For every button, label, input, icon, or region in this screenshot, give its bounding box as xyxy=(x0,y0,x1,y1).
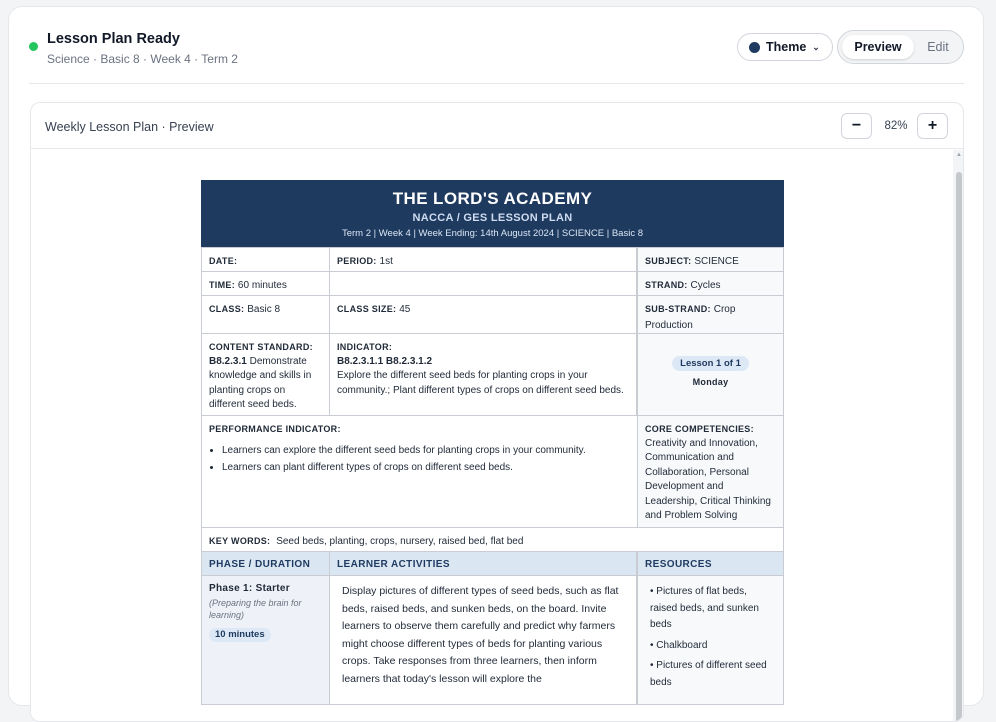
plan-meta: Term 2 | Week 4 | Week Ending: 14th August 2024 | SCIENCE | Basic 8 xyxy=(341,228,643,239)
key-words-value: Seed beds, planting, crops, nursery, raised bed, flat bed xyxy=(276,536,524,547)
performance-indicator-label: PERFORMANCE INDICATOR: xyxy=(209,424,341,434)
zoom-out-button[interactable]: − xyxy=(841,113,872,139)
chevron-down-icon: ⌄ xyxy=(812,41,820,52)
theme-color-icon xyxy=(749,42,760,53)
resource-item: • Pictures of flat beds, raised beds, and sunken beds xyxy=(650,586,759,630)
phase-note: (Preparing the brain for learning) xyxy=(209,597,302,620)
zoom-level: 82% xyxy=(884,120,908,132)
scrollbar[interactable] xyxy=(953,150,964,722)
empty-cell xyxy=(329,271,637,296)
phase-name: Phase 1: Starter xyxy=(209,583,290,594)
preview-canvas xyxy=(31,150,964,722)
period-value: 1st xyxy=(379,256,393,267)
subject-cell xyxy=(637,247,784,272)
preview-panel xyxy=(30,102,964,722)
resources-header: RESOURCES xyxy=(637,551,784,576)
status-dot-icon xyxy=(29,42,38,51)
core-competencies-cell xyxy=(637,415,784,528)
content-standard-text: Demonstrate knowledge and skills in planting crops on different seed beds. xyxy=(209,355,312,410)
activities-header: LEARNER ACTIVITIES xyxy=(329,551,637,576)
header xyxy=(9,7,985,85)
lesson-plan-document xyxy=(201,180,784,700)
scrollbar-thumb[interactable] xyxy=(956,172,962,722)
time-label: TIME: xyxy=(209,280,235,290)
sub-strand-value: Crop Production xyxy=(645,304,736,331)
list-item: • Learners can explore the different seed beds for planting crops in your community. xyxy=(222,442,630,460)
performance-indicator-list xyxy=(209,442,630,477)
subject-label: SUBJECT: xyxy=(645,256,692,266)
activities-cell xyxy=(329,575,637,705)
theme-label: Theme xyxy=(766,40,807,54)
subject-value: SCIENCE xyxy=(694,256,739,267)
content-standard-cell xyxy=(201,333,330,416)
class-size-label: CLASS SIZE: xyxy=(337,304,397,314)
class-size-cell xyxy=(329,295,637,334)
date-label: DATE: xyxy=(209,256,238,266)
time-value: 60 minutes xyxy=(237,280,287,291)
indicator-text: Explore the different seed beds for planting crops in your community.; Plant different types of crops on different seed beds. xyxy=(337,370,624,396)
class-label: CLASS: xyxy=(209,304,245,314)
view-toggle xyxy=(837,30,964,64)
page-subtitle: Science · Basic 8 · Week 4 · Term 2 xyxy=(47,52,238,66)
theme-button[interactable] xyxy=(737,33,833,61)
document-banner xyxy=(201,180,784,247)
key-words-cell xyxy=(201,527,784,552)
class-size-value: 45 xyxy=(399,304,411,315)
date-cell xyxy=(201,247,330,272)
lesson-day: Monday xyxy=(692,377,729,387)
content-standard-code: B8.2.3.1 xyxy=(209,355,247,367)
scroll-up-icon[interactable]: ▲ xyxy=(956,152,962,158)
divider xyxy=(29,83,964,84)
sub-strand-label: SUB-STRAND: xyxy=(645,304,711,314)
zoom-in-button[interactable]: + xyxy=(917,113,948,139)
performance-indicator-cell xyxy=(201,415,638,528)
resource-item: • Pictures of different seed beds xyxy=(650,660,767,688)
tab-edit[interactable]: Edit xyxy=(927,40,949,54)
resource-item: • Chalkboard xyxy=(650,639,708,651)
period-label: PERIOD: xyxy=(337,256,377,266)
phase-header: PHASE / DURATION xyxy=(201,551,330,576)
list-item: • Learners can plant different types of crops on different seed beds. xyxy=(222,459,630,477)
strand-value: Cycles xyxy=(690,280,721,291)
key-words-label: KEY WORDS: xyxy=(209,536,271,546)
lesson-count-badge: Lesson 1 of 1 xyxy=(672,356,749,371)
class-value: Basic 8 xyxy=(247,304,281,315)
strand-cell xyxy=(637,271,784,296)
page-title: Lesson Plan Ready xyxy=(47,31,180,47)
plan-type: NACCA / GES LESSON PLAN xyxy=(412,212,573,224)
time-cell xyxy=(201,271,330,296)
period-cell xyxy=(329,247,637,272)
indicator-label: INDICATOR: xyxy=(337,342,393,352)
phase-cell xyxy=(201,575,330,705)
core-competencies-label: CORE COMPETENCIES: xyxy=(645,424,754,434)
phase-duration-badge: 10 minutes xyxy=(209,628,271,642)
core-competencies-value: Creativity and Innovation, Communication and Collaboration, Personal Development and Leadership, Critical Thinking and Problem Solving xyxy=(645,437,771,521)
preview-title: Weekly Lesson Plan · Preview xyxy=(45,120,214,134)
resources-cell xyxy=(637,575,784,705)
school-name: THE LORD'S ACADEMY xyxy=(392,189,593,208)
indicator-code: B8.2.3.1.1 B8.2.3.1.2 xyxy=(337,355,433,367)
activity-text: Display pictures of different types of seed beds, such as flat beds, raised beds, and sunken beds, on the board. Invite learners to observe them carefully and predict why farmers might choose different types of beds for planting various crops. Take responses from three learners, then inform learners that today's lesson will explore the xyxy=(342,585,619,685)
preview-toolbar xyxy=(31,103,964,149)
strand-label: STRAND: xyxy=(645,280,688,290)
lesson-plan-card xyxy=(8,6,984,706)
class-cell xyxy=(201,295,330,334)
lesson-info-cell xyxy=(637,333,784,416)
sub-strand-cell xyxy=(637,295,784,334)
tab-preview[interactable]: Preview xyxy=(842,35,914,59)
content-standard-label: CONTENT STANDARD: xyxy=(209,342,313,352)
indicator-cell xyxy=(329,333,637,416)
